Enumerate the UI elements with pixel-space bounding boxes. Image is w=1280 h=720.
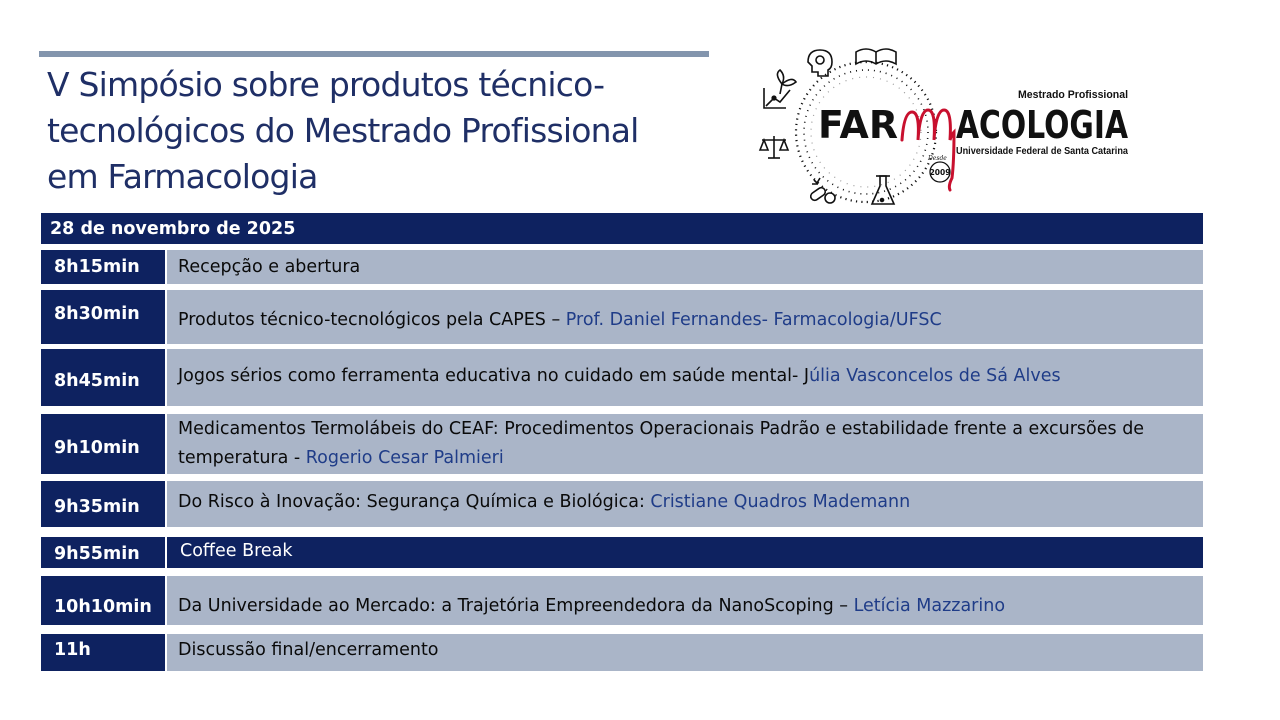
schedule-row	[41, 349, 1203, 406]
item-speaker: Prof. Daniel Fernandes- Farmacologia/UFSC	[565, 310, 942, 330]
schedule-row	[41, 481, 1203, 527]
schedule-item	[167, 576, 1203, 625]
schedule-item-text	[178, 636, 439, 664]
schedule-item	[167, 290, 1203, 344]
date-header: 28 de novembro de 2025	[41, 213, 1203, 244]
schedule-row-break	[41, 537, 1203, 568]
book-icon	[856, 49, 896, 64]
schedule-row	[41, 414, 1203, 474]
schedule-item	[167, 349, 1203, 406]
title-line: V Simpósio sobre produtos técnico-	[47, 65, 605, 104]
schedule-time: 9h10min	[41, 414, 165, 474]
flask-icon	[872, 176, 894, 204]
scales-icon	[760, 136, 788, 158]
schedule-item-text	[178, 362, 1061, 390]
head-icon	[808, 50, 832, 76]
schedule-row	[41, 576, 1203, 625]
schedule-row	[41, 250, 1203, 284]
schedule-item	[167, 537, 1203, 568]
schedule-time: 9h35min	[41, 481, 165, 527]
logo-word-right: ACOLOGIA	[956, 103, 1129, 147]
plant-icon	[777, 70, 796, 94]
schedule-time: 9h55min	[41, 537, 165, 568]
logo-bottom-text: Universidade Federal de Santa Catarina	[956, 146, 1129, 157]
schedule-time: 10h10min	[41, 576, 165, 625]
item-speaker: Rogerio Cesar Palmieri	[305, 448, 504, 468]
schedule-time: 8h15min	[41, 250, 165, 284]
item-title: Recepção e abertura	[178, 257, 361, 277]
schedule-item-text	[180, 537, 293, 565]
title-line: em Farmacologia	[47, 157, 318, 196]
item-title: Coffee Break	[180, 541, 293, 561]
logo-word-left: FAR	[818, 103, 898, 147]
item-title: Produtos técnico-tecnológicos pela CAPES –	[178, 310, 566, 330]
schedule-row	[41, 634, 1203, 671]
schedule-item	[167, 250, 1203, 284]
schedule-item-text	[178, 306, 942, 334]
item-title: Medicamentos Termolábeis do CEAF: Procedimentos Operacionais Padrão e estabilidade frente a excursões de temperatura -	[178, 419, 1145, 468]
item-speaker: Letícia Mazzarino	[853, 595, 1006, 616]
schedule-item-text	[178, 253, 360, 281]
logo-year: 2009	[929, 168, 951, 177]
logo-top-text: Mestrado Profissional	[1018, 89, 1128, 101]
logo-since: Desde	[928, 155, 947, 162]
schedule-row	[41, 290, 1203, 344]
schedule-time: 8h30min	[41, 290, 165, 344]
chart-icon	[764, 88, 790, 108]
schedule-item	[167, 481, 1203, 527]
schedule-time: 11h	[41, 634, 165, 671]
title-rule	[39, 51, 709, 57]
logo-m-mark	[902, 110, 954, 190]
schedule-item	[167, 634, 1203, 671]
item-speaker: úlia Vasconcelos de Sá Alves	[809, 366, 1061, 386]
page-title	[47, 62, 717, 200]
schedule-item-text	[178, 592, 1005, 620]
schedule-item	[167, 414, 1203, 474]
pills-icon	[809, 178, 835, 203]
schedule-item-text	[178, 488, 910, 516]
item-speaker: Cristiane Quadros Mademann	[650, 492, 911, 512]
item-title: Discussão final/encerramento	[178, 639, 439, 660]
item-title: Da Universidade ao Mercado: a Trajetória Empreendedora da NanoScoping –	[178, 595, 854, 616]
schedule-time: 8h45min	[41, 349, 165, 406]
schedule-item-text	[178, 415, 1163, 473]
item-title: Jogos sérios como ferramenta educativa no cuidado em saúde mental- J	[178, 366, 810, 386]
program-logo	[756, 36, 1136, 214]
title-line: tecnológicos do Mestrado Profissional	[47, 111, 639, 150]
item-title: Do Risco à Inovação: Segurança Química e Biológica:	[178, 492, 651, 512]
